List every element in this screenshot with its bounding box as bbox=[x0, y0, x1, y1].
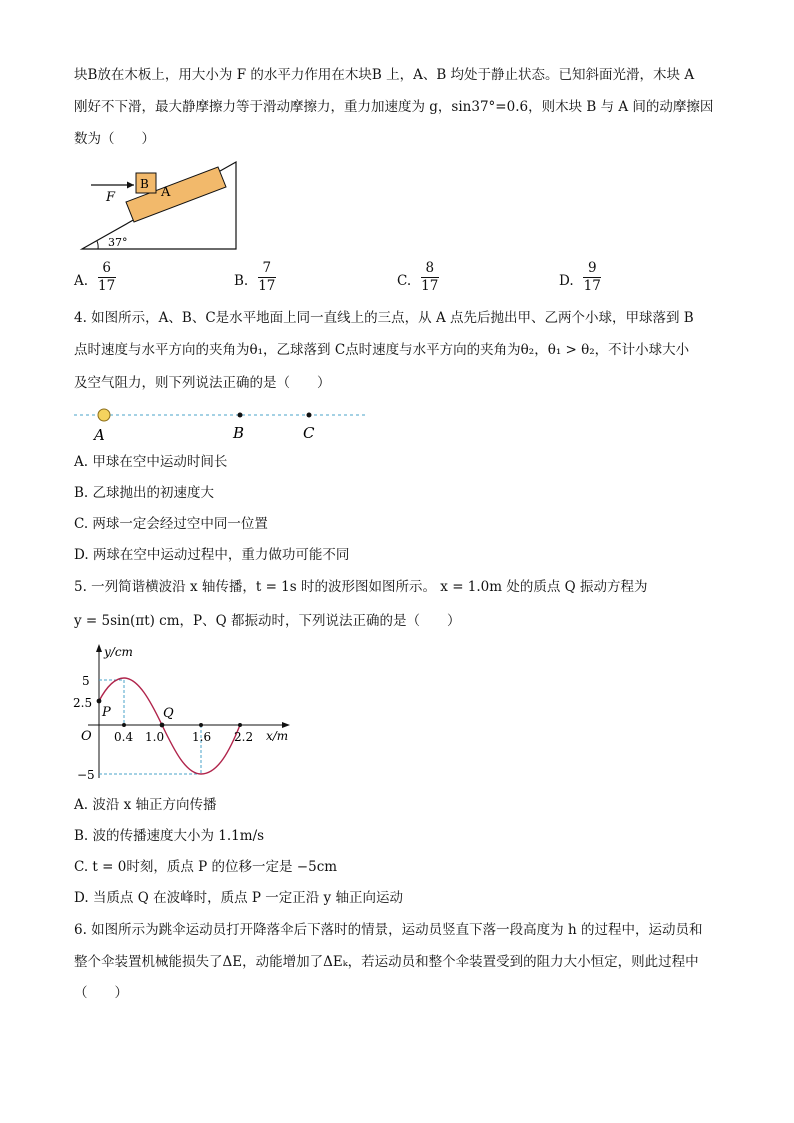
q4-option-b: B. 乙球抛出的初速度大 bbox=[74, 485, 215, 501]
tick-dot-16 bbox=[199, 723, 203, 727]
point-c bbox=[307, 413, 312, 418]
q6-text-line-1: 6. 如图所示为跳伞运动员打开降落伞后下落时的情景，运动员竖直下落一段高度为 h 的过程中，运动员和 bbox=[74, 922, 703, 938]
q4-option-a: A. 甲球在空中运动时间长 bbox=[74, 454, 228, 470]
label-b: B bbox=[140, 177, 149, 191]
q5-text-line-2: y = 5sin(πt) cm，P、Q 都振动时，下列说法正确的是（ ） bbox=[74, 613, 461, 629]
x-axis-label: x/m bbox=[266, 729, 289, 743]
y-axis-label: y/cm bbox=[104, 645, 133, 659]
q4-text-line-3: 及空气阻力，则下列说法正确的是（ ） bbox=[74, 375, 331, 391]
origin-label: O bbox=[81, 729, 92, 744]
force-arrow-head bbox=[127, 182, 134, 189]
label-q: Q bbox=[163, 706, 174, 721]
label-c: C bbox=[303, 424, 315, 442]
q6-text-line-2: 整个伞装置机械能损失了ΔE，动能增加了ΔEₖ，若运动员和整个伞装置受到的阻力大小恒定，则此过程中 bbox=[74, 954, 699, 970]
x-tick-10: 1.0 bbox=[145, 730, 165, 744]
x-tick-22: 2.2 bbox=[234, 730, 254, 744]
label-angle: 37° bbox=[108, 236, 128, 249]
point-b bbox=[238, 413, 243, 418]
label-p: P bbox=[102, 705, 111, 720]
q3-option-a: A. $\frac{6}{17}$ bbox=[74, 260, 116, 294]
q4-option-c: C. 两球一定会经过空中同一位置 bbox=[74, 516, 268, 532]
q3-option-b: B. $\frac{7}{17}$ bbox=[234, 260, 276, 294]
q5-option-b: B. 波的传播速度大小为 1.1m/s bbox=[74, 828, 265, 844]
q5-option-a: A. 波沿 x 轴正方向传播 bbox=[74, 797, 217, 813]
q4-text-line-1: 4. 如图所示，A、B、C是水平地面上同一直线上的三点，从 A 点先后抛出甲、乙两个小球，甲球落到 B bbox=[74, 310, 694, 326]
label-b: B bbox=[233, 424, 245, 442]
q3-options bbox=[74, 260, 714, 304]
ball-a bbox=[98, 409, 110, 421]
tick-dot-04 bbox=[122, 723, 126, 727]
incline-block-figure bbox=[76, 158, 246, 254]
x-tick-16: 1.6 bbox=[192, 730, 212, 744]
label-a: A bbox=[94, 426, 105, 444]
point-q bbox=[160, 723, 165, 728]
q3-option-d: D. $\frac{9}{17}$ bbox=[559, 260, 601, 294]
wave-curve bbox=[99, 678, 240, 774]
ground-line-figure bbox=[70, 402, 374, 448]
q3-text-line-3: 数为（ ） bbox=[74, 131, 155, 147]
tick-dot-22 bbox=[238, 723, 242, 727]
wave-graph bbox=[68, 640, 298, 790]
q5-option-c: C. t = 0时刻，质点 P 的位移一定是 −5cm bbox=[74, 859, 338, 875]
q6-text-line-3: （ ） bbox=[74, 985, 128, 1001]
y-axis-arrow bbox=[96, 644, 102, 652]
q3-text-line-1: 块B放在木板上，用大小为 F 的水平力作用在木块B 上，A、B 均处于静止状态。已知斜面光滑，木块 A bbox=[74, 67, 695, 83]
y-tick-5: 5 bbox=[82, 674, 90, 688]
point-p bbox=[97, 699, 102, 704]
q4-text-line-2: 点时速度与水平方向的夹角为θ₁，乙球落到 C点时速度与水平方向的夹角为θ₂，θ₁ > θ₂，不计小球大小 bbox=[74, 342, 690, 358]
q3-option-c: C. $\frac{8}{17}$ bbox=[397, 260, 439, 294]
y-tick-m5: −5 bbox=[77, 768, 95, 782]
x-axis-arrow bbox=[282, 722, 290, 728]
q5-option-d: D. 当质点 Q 在波峰时，质点 P 一定正沿 y 轴正向运动 bbox=[74, 890, 403, 906]
y-tick-25: 2.5 bbox=[73, 696, 93, 710]
label-a: A bbox=[161, 185, 171, 200]
q4-option-d: D. 两球在空中运动过程中，重力做功可能不同 bbox=[74, 547, 350, 563]
q3-text-line-2: 刚好不下滑，最大静摩擦力等于滑动摩擦力，重力加速度为 g，sin37°=0.6，则木块 B 与 A 间的动摩擦因 bbox=[74, 99, 714, 115]
label-f: F bbox=[106, 190, 116, 205]
q5-text-line-1: 5. 一列简谐横波沿 x 轴传播，t = 1s 时的波形图如图所示。 x = 1.0m 处的质点 Q 振动方程为 bbox=[74, 579, 648, 595]
x-tick-04: 0.4 bbox=[114, 730, 134, 744]
